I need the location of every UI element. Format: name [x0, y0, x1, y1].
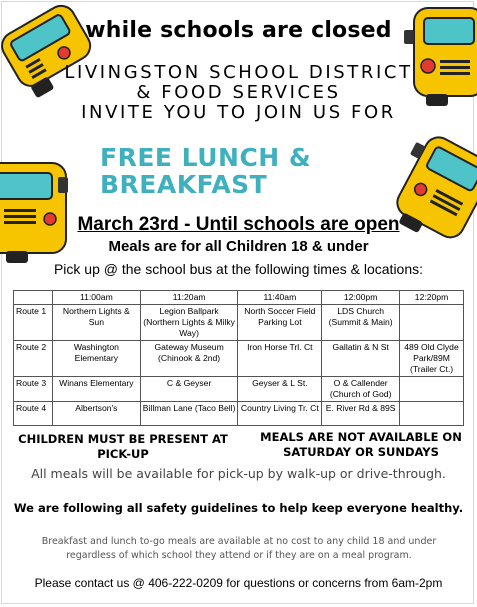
table-row: [14, 402, 464, 426]
table-cell: LDS Church (Summit & Main): [322, 305, 400, 341]
table-cell: [400, 305, 464, 341]
table-cell: Gateway Museum (Chinook & 2nd): [140, 341, 238, 377]
children-present-line-2: PICK-UP: [97, 447, 149, 461]
table-cell: Legion Ballpark (Northern Lights & Milky Way): [140, 305, 238, 341]
route-label: Route 1: [14, 305, 53, 341]
table-header-cell: 11:00am: [52, 291, 140, 305]
meals-info-line-1: Breakfast and lunch to-go meals are available at no cost to any child 18 and under: [41, 536, 437, 547]
safety-notice: We are following all safety guidelines to help keep everyone healthy.: [13, 501, 464, 515]
organizer-line-1: LIVINGSTON SCHOOL DISTRICT: [64, 62, 413, 83]
table-cell: 489 Old Clyde Park/89M (Trailer Ct.): [400, 341, 464, 377]
table-row: [14, 341, 464, 377]
table-header-cell: 11:20am: [140, 291, 238, 305]
table-cell: Country Living Tr. Ct: [238, 402, 322, 426]
table-header-row: [14, 291, 464, 305]
offer-title-line-2: BREAKFAST: [100, 170, 268, 199]
date-range-text: March 23rd - Until schools are open: [77, 214, 400, 235]
table-cell: Albertson's: [52, 402, 140, 426]
table-cell: Northern Lights & Sun: [52, 305, 140, 341]
table-cell: North Soccer Field Parking Lot: [238, 305, 322, 341]
weekend-notice-line-1: MEALS ARE NOT AVAILABLE ON: [260, 430, 462, 444]
table-cell: [400, 377, 464, 402]
route-label: Route 3: [14, 377, 53, 402]
table-cell: Winans Elementary: [52, 377, 140, 402]
meals-info-line-2: regardless of which school they attend or if they are on a meal program.: [66, 550, 412, 561]
pickup-schedule-table: [13, 290, 464, 426]
table-cell: Iron Horse Trl. Ct: [238, 341, 322, 377]
table-cell: Washington Elementary: [52, 341, 140, 377]
weekend-notice: [255, 430, 467, 460]
eligibility-text: Meals are for all Children 18 & under: [108, 238, 369, 255]
table-header-cell: 11:40am: [238, 291, 322, 305]
table-cell: E. River Rd & 89S: [322, 402, 400, 426]
flyer-heading: while schools are closed: [85, 18, 392, 43]
table-cell: Geyser & L St.: [238, 377, 322, 402]
table-row: [14, 305, 464, 341]
table-cell: Gallatin & N St: [322, 341, 400, 377]
table-header-cell: 12:20pm: [400, 291, 464, 305]
table-cell: [400, 402, 464, 426]
weekend-notice-line-2: SATURDAY OR SUNDAYS: [283, 445, 439, 459]
organizer-line-2: & FOOD SERVICES: [136, 82, 341, 103]
walkup-notice: All meals will be available for pick-up by walk-up or drive-through.: [31, 466, 446, 481]
route-label: Route 2: [14, 341, 53, 377]
contact-info: Please contact us @ 406-222-0209 for questions or concerns from 6am-2pm: [34, 576, 443, 590]
table-cell: Billman Lane (Taco Bell): [140, 402, 238, 426]
route-label: Route 4: [14, 402, 53, 426]
table-row: [14, 377, 464, 402]
table-cell: C & Geyser: [140, 377, 238, 402]
pickup-intro: Pick up @ the school bus at the following times & locations:: [53, 261, 424, 277]
children-present-notice: [18, 432, 228, 462]
offer-title-line-1: FREE LUNCH &: [100, 143, 312, 172]
organizer-line-3: INVITE YOU TO JOIN US FOR: [81, 102, 396, 123]
children-present-line-1: CHILDREN MUST BE PRESENT AT: [18, 432, 228, 446]
table-cell: O & Callender (Church of God): [322, 377, 400, 402]
table-header-cell: 12:00pm: [322, 291, 400, 305]
date-range: [0, 214, 477, 236]
table-header-cell: [14, 291, 53, 305]
